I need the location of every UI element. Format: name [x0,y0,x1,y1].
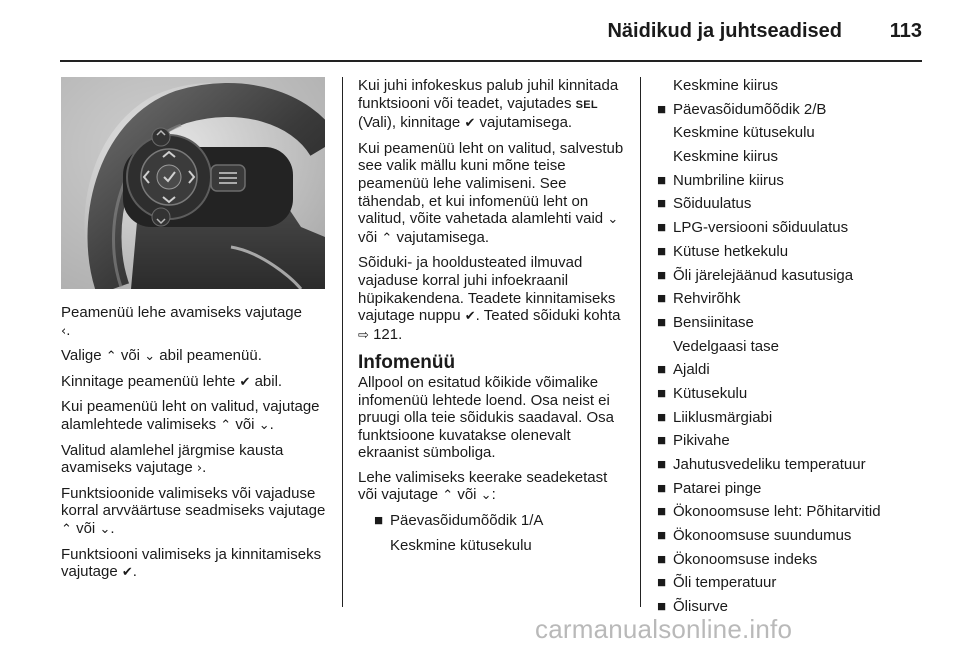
list-item: ■ Ökonoomsuse leht: Põhitarvitid [657,503,881,521]
bullet-icon: ■ [657,290,667,308]
bullet-icon: ■ [657,313,667,331]
list-item: ■ Pikivahe [657,432,730,450]
col1-paragraph: Funktsiooni valimiseks ja kinnitamiseks vajutage ✔. [61,545,322,581]
bullet-icon: ■ [657,408,667,426]
bullet-icon: ■ [657,432,667,450]
bullet-icon: ■ [657,598,667,616]
list-item: ■ Ajaldi [657,361,710,379]
bullet-icon: ■ [657,574,667,592]
bullet-icon: ■ [657,361,667,379]
list-item: ■ Õli järelejäänud kasutusiga [657,266,854,284]
col2-paragraph: Sõiduki- ja hooldusteated ilmuvad vajaduse korral juhi infoekraanil hüpikakendena. Teadete kinnitamiseks vajutage nuppu ✔. Teated sõiduki kohta ⇨ 121. [358,254,621,343]
steering-wheel-photo [61,77,325,289]
chevron-up-icon: ⌃ [61,521,72,537]
list-item: ■ Jahutusvedeliku temperatuur [657,456,866,473]
bullet-icon: ■ [657,171,667,189]
column-3 [657,77,927,622]
bullet-icon: ■ [657,195,667,213]
list-item: ■ Rehvirõhk [657,290,741,308]
list-item: ■ Kütusekulu [657,384,748,402]
list-item: ■ Õli temperatuur [657,574,777,592]
list-item: ■ Päevasõidumõõdik 2/B [657,100,827,118]
col2-paragraph: Lehe valimiseks keerake seadeketast või vajutage ⌃ või ⌄: [358,468,608,504]
bullet-icon: ■ [657,219,667,237]
column-2 [358,77,626,561]
list-item: Keskmine kiirus [673,77,779,94]
list-item: ■ Päevasõidumõõdik 1/A [374,512,544,530]
list-item: ■ Ökonoomsuse indeks [657,550,818,568]
chevron-down-icon: ⌄ [258,417,270,433]
list-item: Vedelgaasi tase [673,337,779,355]
check-icon: ✔ [121,565,133,581]
chevron-up-icon: ⌃ [381,230,393,246]
list-item: Keskmine kiirus [673,148,779,166]
page-title: Näidikud ja juhtseadised [607,20,842,42]
list-item: ■ Ökonoomsuse suundumus [657,527,852,545]
list-item: ■ Liiklusmärgiabi [657,408,773,426]
list-item: Keskmine kütusekulu [673,124,815,142]
list-item: ■ Patarei pinge [657,479,762,497]
col1-paragraph: Valitud alamlehel järgmise kausta avamiseks vajutage ›. [61,441,284,477]
chevron-down-icon: ⌄ [144,349,156,365]
column-1 [61,304,326,589]
list-item: ■ Sõiduulatus [657,195,752,213]
bullet-icon: ■ [374,512,384,530]
col2-paragraph: Kui peamenüü leht on valitud, salvestub see valik mällu kuni mõne teise peamenüü lehe valimiseni. See tähendab, et kui infomenüü leht on valitud, võite vahetada alamlehti vaid ⌄ või ⌃ vajutamisega. [358,139,624,246]
list-item: ■ Bensiinitase [657,313,754,331]
section-heading: Infomenüü [358,352,456,374]
watermark: carmanualsonline.info [535,614,793,644]
page-reference-link[interactable]: 121. [373,325,403,343]
reference-arrow-icon: ⇨ [358,327,369,343]
bullet-icon: ■ [657,550,667,568]
chevron-down-icon: ⌄ [480,488,492,504]
page-number: 113 [889,20,922,42]
chevron-up-icon: ⌃ [220,417,232,433]
chevron-right-icon: › [196,461,203,477]
chevron-up-icon: ⌃ [442,488,454,504]
bullet-icon: ■ [657,527,667,545]
list-item: ■ Numbriline kiirus [657,171,784,189]
bullet-icon: ■ [657,100,667,118]
bullet-icon: ■ [657,456,667,473]
bullet-icon: ■ [657,384,667,402]
list-item: ■ Kütuse hetkekulu [657,242,789,260]
bullet-icon: ■ [657,266,667,284]
header-rule [60,60,922,62]
list-item: ■ LPG-versiooni sõiduulatus [657,219,849,237]
col1-paragraph: Peamenüü lehe avamiseks vajutage ‹. [61,304,302,339]
list-item: Keskmine kütusekulu [390,536,532,554]
chevron-left-icon: ‹ [61,323,67,339]
check-icon: ✔ [464,309,476,325]
col1-paragraph: Valige ⌃ või ⌄ abil peamenüü. [61,347,262,365]
column-divider-right [640,77,641,607]
col1-paragraph: Kui peamenüü leht on valitud, vajutage alamlehtede valimiseks ⌃ või ⌄. [61,398,320,433]
check-icon: ✔ [239,374,251,390]
bullet-icon: ■ [657,479,667,497]
chevron-up-icon: ⌃ [105,349,117,365]
column-divider-left [342,77,343,607]
col2-paragraph: Allpool on esitatud kõikide võimalike infomenüü lehtede loend. Osa neist ei pruugi olla teie sõidukis saadaval. Osa funktsioone kuvatakse olenevalt ekraanist sümboliga. [358,373,614,462]
bullet-icon: ■ [657,503,667,521]
bullet-icon: ■ [657,242,667,260]
list-item: ■ Õlisurve [657,598,729,616]
col1-paragraph: Kinnitage peamenüü lehte ✔ abil. [61,372,283,390]
col2-paragraph: Kui juhi infokeskus palub juhil kinnitada funktsiooni või teadet, vajutades SEL (Vali), kinnitage ✔ vajutamisega. [358,77,619,132]
col1-paragraph: Funktsioonide valimiseks või vajaduse korral arvväärtuse seadmiseks vajutage ⌃ või ⌄. [61,484,326,537]
chevron-down-icon: ⌄ [607,212,619,228]
check-icon: ✔ [464,116,476,132]
page-header [0,0,960,62]
sel-button-label: SEL [575,98,598,111]
chevron-down-icon: ⌄ [99,521,111,537]
